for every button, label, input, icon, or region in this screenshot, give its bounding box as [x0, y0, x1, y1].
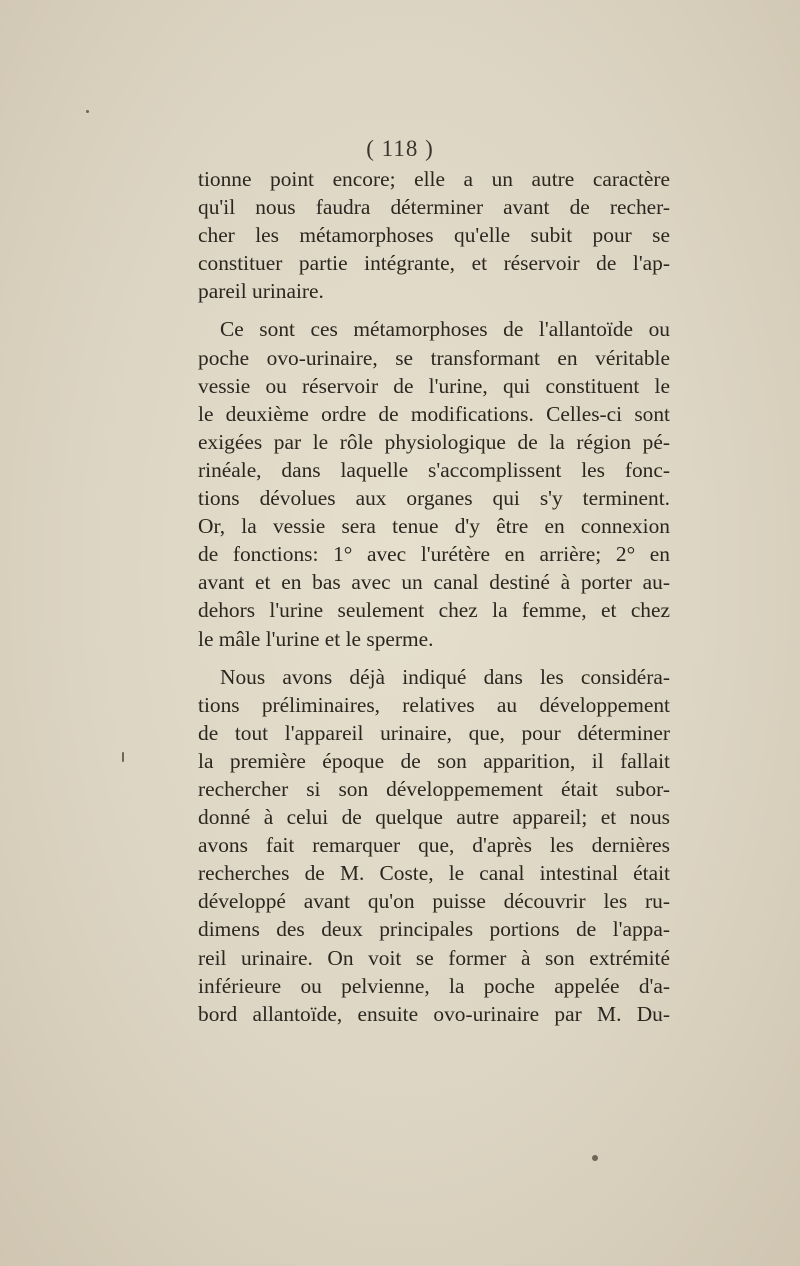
- text-line: vessie ou réservoir de l'urine, qui constituent le: [198, 373, 670, 398]
- text-line: donné à celui de quelque autre appareil; et nous: [198, 805, 670, 830]
- text-line: reil urinaire. On voit se former à son extrémité: [198, 945, 670, 970]
- text-line: tionne point encore; elle a un autre caractère: [198, 167, 670, 191]
- text-line: dehors l'urine seulement chez la femme, et chez: [198, 598, 670, 623]
- ink-speck: [86, 110, 89, 113]
- text-line: recherches de M. Coste, le canal intestinal était: [198, 861, 670, 886]
- text-line: rechercher si son développemement était subor-: [198, 776, 670, 801]
- text-line: avons fait remarquer que, d'après les dernières: [198, 833, 670, 858]
- text-line: tions dévolues aux organes qui s'y terminent.: [198, 486, 670, 511]
- text-line: le deuxième ordre de modifications. Celles-ci sont: [198, 401, 670, 426]
- text-line: avant et en bas avec un canal destiné à porter au-: [198, 570, 670, 595]
- text-line: inférieure ou pelvienne, la poche appelée d'a-: [198, 973, 670, 998]
- ink-speck: [592, 1155, 598, 1161]
- text-line: qu'il nous faudra déterminer avant de recher-: [198, 195, 670, 220]
- text-line: Or, la vessie sera tenue d'y être en connexion: [198, 514, 670, 539]
- text-line: de tout l'appareil urinaire, que, pour déterminer: [198, 720, 670, 745]
- paragraph-2: [198, 315, 670, 652]
- paragraph-gap: [198, 305, 670, 315]
- text-line: de fonctions: 1° avec l'urétère en arrière; 2° en: [198, 542, 670, 567]
- text-line: cher les métamorphoses qu'elle subit pour se: [198, 223, 670, 248]
- text-line: Nous avons déjà indiqué dans les considéra-: [220, 664, 670, 689]
- text-line: exigées par le rôle physiologique de la région pé-: [198, 429, 670, 454]
- text-line: le mâle l'urine et le sperme.: [198, 626, 434, 651]
- text-line: la première époque de son apparition, il fallait: [198, 748, 670, 773]
- text-line: poche ovo-urinaire, se transformant en véritable: [198, 345, 670, 370]
- ink-speck: [122, 752, 124, 762]
- text-line: tions préliminaires, relatives au développement: [198, 692, 670, 717]
- text-line: développé avant qu'on puisse découvrir les ru-: [198, 889, 670, 914]
- page-number: ( 118 ): [366, 136, 434, 161]
- paragraph-1: [198, 165, 670, 305]
- paragraph-gap: [198, 653, 670, 663]
- paragraph-3: [198, 663, 670, 1028]
- text-line: pareil urinaire.: [198, 279, 324, 304]
- text-line: constituer partie intégrante, et réservoir de l'ap-: [198, 251, 670, 276]
- text-line: Ce sont ces métamorphoses de l'allantoïde ou: [220, 317, 670, 342]
- text-line: dimens des deux principales portions de l'appa-: [198, 917, 670, 942]
- text-line: rinéale, dans laquelle s'accomplissent les fonc-: [198, 457, 670, 482]
- body-text: [198, 165, 670, 1028]
- text-line: bord allantoïde, ensuite ovo-urinaire par M. Du-: [198, 1001, 670, 1026]
